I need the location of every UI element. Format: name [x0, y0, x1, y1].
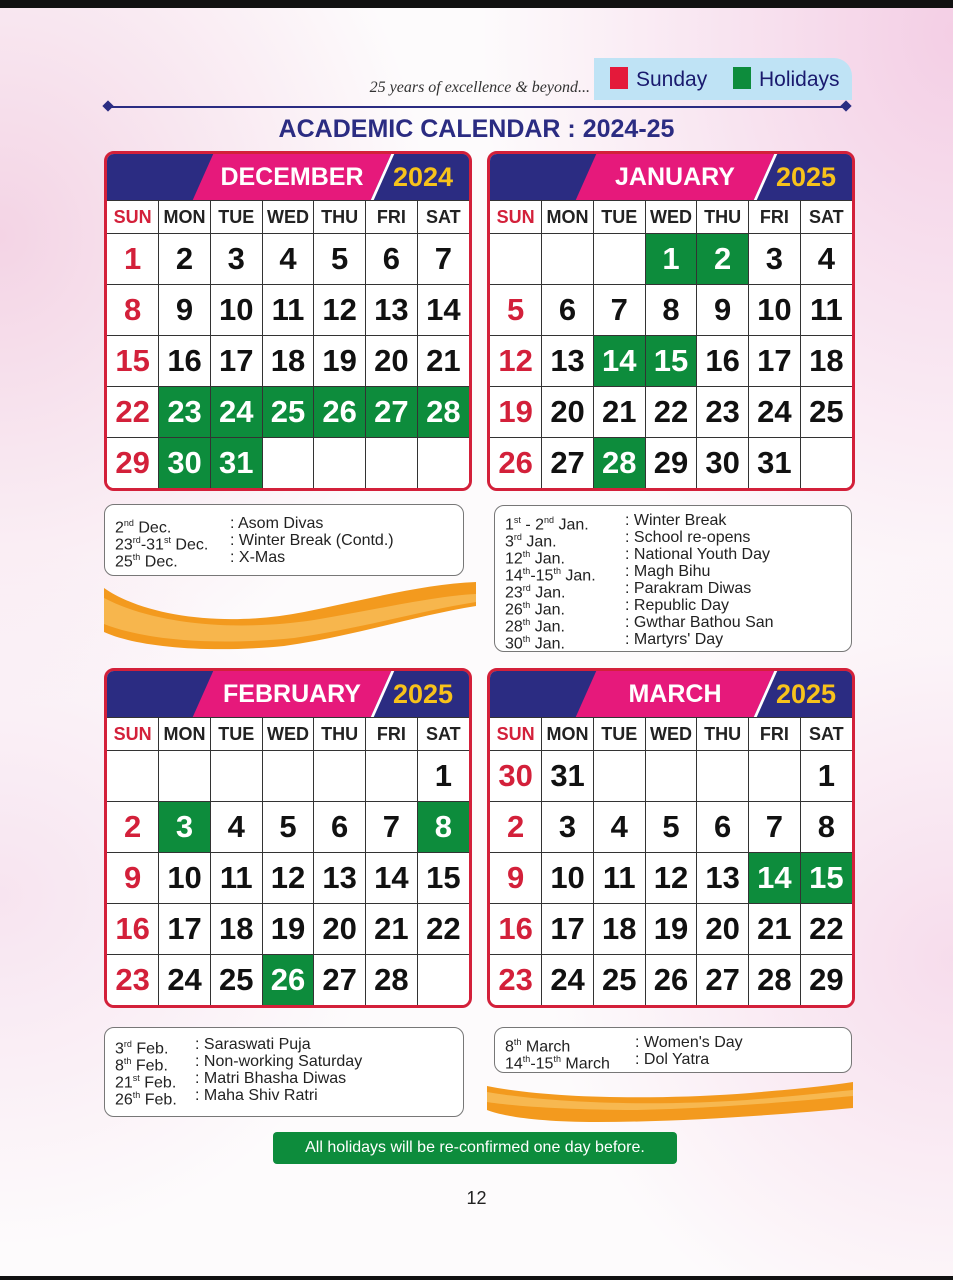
day-cell: 19: [262, 904, 314, 955]
weekday-header: THU: [314, 718, 366, 751]
day-cell: 13: [366, 285, 418, 336]
day-cell: 1: [645, 234, 697, 285]
day-cell: [210, 751, 262, 802]
day-cell: 28: [417, 387, 469, 438]
day-cell: 4: [262, 234, 314, 285]
day-cell: 17: [159, 904, 211, 955]
weekday-header: SUN: [490, 201, 542, 234]
month-name: JANUARY: [615, 163, 735, 191]
month-header: [490, 671, 852, 717]
holiday-date: 21st Feb.: [115, 1073, 177, 1092]
day-cell: 8: [800, 802, 852, 853]
day-cell: 3: [210, 234, 262, 285]
holiday-event: : Republic Day: [625, 597, 730, 614]
january-holiday-notes: [494, 505, 852, 652]
tagline: 25 years of excellence & beyond...: [369, 79, 590, 96]
month-name: FEBRUARY: [223, 680, 361, 708]
day-cell: 10: [159, 853, 211, 904]
holiday-event: : Maha Shiv Ratri: [195, 1087, 318, 1104]
day-cell: 7: [593, 285, 645, 336]
day-cell: 27: [366, 387, 418, 438]
holiday-event: : Gwthar Bathou San: [625, 614, 774, 631]
weekday-header: WED: [645, 201, 697, 234]
month-year: 2025: [775, 679, 837, 709]
day-cell: 16: [697, 336, 749, 387]
holiday-date: 2nd Dec.: [115, 518, 172, 537]
day-cell: 28: [749, 955, 801, 1006]
holiday-event: : X-Mas: [230, 549, 286, 566]
month-header: [107, 154, 469, 200]
day-cell: 11: [262, 285, 314, 336]
day-cell: 21: [417, 336, 469, 387]
day-cell: 20: [366, 336, 418, 387]
day-cell: 17: [542, 904, 594, 955]
day-cell: 31: [749, 438, 801, 489]
day-cell: [542, 234, 594, 285]
day-cell: 11: [593, 853, 645, 904]
days-grid: [490, 717, 852, 1005]
day-cell: [490, 234, 542, 285]
day-cell: 13: [314, 853, 366, 904]
day-cell: 3: [749, 234, 801, 285]
day-cell: 19: [645, 904, 697, 955]
day-cell: 27: [697, 955, 749, 1006]
day-cell: 24: [749, 387, 801, 438]
day-cell: 4: [593, 802, 645, 853]
weekday-header: FRI: [366, 718, 418, 751]
days-grid: [107, 717, 469, 1005]
calendar-december: [104, 151, 472, 491]
day-cell: 13: [542, 336, 594, 387]
day-cell: 14: [593, 336, 645, 387]
day-cell: 5: [314, 234, 366, 285]
month-header: [490, 154, 852, 200]
holiday-event: : Non-working Saturday: [195, 1053, 363, 1070]
december-holiday-notes: [104, 504, 464, 576]
day-cell: 12: [645, 853, 697, 904]
holiday-event: : Saraswati Puja: [195, 1036, 311, 1053]
page-title: ACADEMIC CALENDAR : 2024-25: [278, 115, 675, 143]
day-cell: 27: [542, 438, 594, 489]
holiday-swatch: [733, 67, 751, 89]
holiday-date: 3rd Jan.: [505, 532, 557, 551]
holiday-event: : Dol Yatra: [635, 1051, 710, 1068]
day-cell: 23: [159, 387, 211, 438]
day-cell: 6: [314, 802, 366, 853]
day-cell: 18: [210, 904, 262, 955]
day-cell: 22: [645, 387, 697, 438]
weekday-header: SAT: [417, 718, 469, 751]
sunday-swatch: [610, 67, 628, 89]
days-grid: [107, 200, 469, 488]
day-cell: 20: [697, 904, 749, 955]
bottom-frame-bar: [0, 1276, 953, 1280]
day-cell: 14: [366, 853, 418, 904]
day-cell: 18: [593, 904, 645, 955]
month-name: DECEMBER: [220, 163, 364, 191]
day-cell: 6: [366, 234, 418, 285]
day-cell: 29: [800, 955, 852, 1006]
holiday-date: 3rd Feb.: [115, 1039, 169, 1058]
day-cell: 18: [800, 336, 852, 387]
day-cell: 31: [210, 438, 262, 489]
day-cell: 31: [542, 751, 594, 802]
day-cell: 25: [593, 955, 645, 1006]
holiday-date: 8th March: [505, 1037, 571, 1056]
day-cell: 2: [490, 802, 542, 853]
holiday-date: 12th Jan.: [505, 549, 565, 568]
holiday-legend-label: Holidays: [759, 68, 840, 91]
day-cell: 4: [800, 234, 852, 285]
day-cell: 2: [697, 234, 749, 285]
day-cell: [417, 438, 469, 489]
month-header: [107, 671, 469, 717]
day-cell: 9: [159, 285, 211, 336]
day-cell: [314, 438, 366, 489]
day-cell: 26: [645, 955, 697, 1006]
day-cell: 2: [159, 234, 211, 285]
day-cell: [417, 955, 469, 1006]
holiday-date: 25th Dec.: [115, 552, 178, 571]
day-cell: 10: [210, 285, 262, 336]
holiday-event: : National Youth Day: [625, 546, 770, 563]
weekday-header: SAT: [417, 201, 469, 234]
weekday-header: MON: [542, 718, 594, 751]
day-cell: 26: [490, 438, 542, 489]
day-cell: 7: [749, 802, 801, 853]
march-holiday-notes: [494, 1027, 852, 1073]
holiday-date: 23rd Jan.: [505, 583, 566, 602]
day-cell: 22: [107, 387, 159, 438]
day-cell: 8: [107, 285, 159, 336]
day-cell: 15: [107, 336, 159, 387]
day-cell: 5: [645, 802, 697, 853]
holiday-event: : Women's Day: [635, 1034, 743, 1051]
day-cell: 1: [107, 234, 159, 285]
weekday-header: MON: [159, 718, 211, 751]
day-cell: [593, 751, 645, 802]
day-cell: 12: [262, 853, 314, 904]
day-cell: 1: [800, 751, 852, 802]
holiday-event: : School re-opens: [625, 529, 751, 546]
day-cell: 21: [366, 904, 418, 955]
day-cell: [262, 751, 314, 802]
day-cell: 23: [697, 387, 749, 438]
holiday-event: : Parakram Diwas: [625, 580, 752, 597]
weekday-header: FRI: [366, 201, 418, 234]
holiday-date: 1st - 2nd Jan.: [505, 515, 589, 534]
weekday-header: TUE: [593, 718, 645, 751]
weekday-header: SUN: [490, 718, 542, 751]
day-cell: 28: [366, 955, 418, 1006]
month-year: 2024: [392, 162, 454, 192]
page-number: 12: [466, 1188, 487, 1208]
day-cell: 27: [314, 955, 366, 1006]
calendar-march: [487, 668, 855, 1008]
day-cell: 24: [210, 387, 262, 438]
holiday-date: 14th-15th Jan.: [505, 566, 596, 585]
day-cell: 11: [210, 853, 262, 904]
day-cell: 9: [697, 285, 749, 336]
day-cell: 26: [262, 955, 314, 1006]
holiday-date: 23rd-31st Dec.: [115, 535, 209, 554]
day-cell: 7: [417, 234, 469, 285]
day-cell: 9: [490, 853, 542, 904]
day-cell: 24: [159, 955, 211, 1006]
holiday-date: 26th Feb.: [115, 1090, 177, 1109]
day-cell: 7: [366, 802, 418, 853]
day-cell: [314, 751, 366, 802]
weekday-header: SAT: [800, 201, 852, 234]
day-cell: 14: [749, 853, 801, 904]
holiday-event: : Winter Break: [625, 512, 727, 529]
weekday-header: WED: [262, 201, 314, 234]
day-cell: 25: [800, 387, 852, 438]
day-cell: 13: [697, 853, 749, 904]
day-cell: 24: [542, 955, 594, 1006]
day-cell: [749, 751, 801, 802]
weekday-header: TUE: [210, 201, 262, 234]
weekday-header: MON: [542, 201, 594, 234]
weekday-header: THU: [697, 718, 749, 751]
day-cell: 15: [800, 853, 852, 904]
orange-swoosh-decoration: [487, 1078, 853, 1124]
day-cell: [159, 751, 211, 802]
day-cell: 10: [542, 853, 594, 904]
day-cell: 20: [314, 904, 366, 955]
day-cell: 23: [490, 955, 542, 1006]
weekday-header: MON: [159, 201, 211, 234]
day-cell: 21: [749, 904, 801, 955]
day-cell: 8: [417, 802, 469, 853]
day-cell: 17: [749, 336, 801, 387]
weekday-header: SAT: [800, 718, 852, 751]
holiday-event: : Asom Divas: [230, 515, 324, 532]
day-cell: 30: [159, 438, 211, 489]
weekday-header: TUE: [210, 718, 262, 751]
day-cell: 16: [107, 904, 159, 955]
day-cell: 9: [107, 853, 159, 904]
holiday-date: 14th-15th March: [505, 1054, 610, 1073]
weekday-header: TUE: [593, 201, 645, 234]
day-cell: 19: [314, 336, 366, 387]
day-cell: 6: [542, 285, 594, 336]
sunday-legend-label: Sunday: [636, 68, 708, 91]
day-cell: [800, 438, 852, 489]
day-cell: 29: [107, 438, 159, 489]
holiday-event: : Magh Bihu: [625, 563, 711, 580]
orange-swoosh-decoration: [104, 576, 476, 652]
day-cell: 25: [210, 955, 262, 1006]
month-year: 2025: [775, 162, 837, 192]
day-cell: 20: [542, 387, 594, 438]
day-cell: 19: [490, 387, 542, 438]
day-cell: 26: [314, 387, 366, 438]
day-cell: 14: [417, 285, 469, 336]
day-cell: 3: [159, 802, 211, 853]
february-holiday-notes: [104, 1027, 464, 1117]
day-cell: 15: [645, 336, 697, 387]
day-cell: 18: [262, 336, 314, 387]
month-year: 2025: [392, 679, 454, 709]
holiday-event: : Winter Break (Contd.): [230, 532, 394, 549]
day-cell: 23: [107, 955, 159, 1006]
day-cell: 16: [159, 336, 211, 387]
weekday-header: SUN: [107, 201, 159, 234]
day-cell: 22: [800, 904, 852, 955]
day-cell: 17: [210, 336, 262, 387]
day-cell: [107, 751, 159, 802]
day-cell: [366, 438, 418, 489]
calendar-february: [104, 668, 472, 1008]
day-cell: 29: [645, 438, 697, 489]
day-cell: 10: [749, 285, 801, 336]
holiday-date: 30th Jan.: [505, 634, 565, 653]
footer-note: All holidays will be re-confirmed one day before.: [273, 1132, 677, 1164]
day-cell: 2: [107, 802, 159, 853]
weekday-header: THU: [314, 201, 366, 234]
day-cell: 28: [593, 438, 645, 489]
day-cell: 12: [490, 336, 542, 387]
holiday-date: 26th Jan.: [505, 600, 565, 619]
header-divider: [108, 106, 846, 108]
calendar-january: [487, 151, 855, 491]
month-name: MARCH: [628, 680, 722, 708]
top-frame-bar: [0, 0, 953, 8]
holiday-event: : Matri Bhasha Diwas: [195, 1070, 347, 1087]
weekday-header: FRI: [749, 201, 801, 234]
day-cell: 25: [262, 387, 314, 438]
day-cell: 11: [800, 285, 852, 336]
holiday-date: 8th Feb.: [115, 1056, 168, 1075]
day-cell: 30: [697, 438, 749, 489]
holiday-date: 28th Jan.: [505, 617, 565, 636]
day-cell: [593, 234, 645, 285]
day-cell: 5: [490, 285, 542, 336]
day-cell: 21: [593, 387, 645, 438]
day-cell: 15: [417, 853, 469, 904]
day-cell: 6: [697, 802, 749, 853]
weekday-header: FRI: [749, 718, 801, 751]
weekday-header: THU: [697, 201, 749, 234]
weekday-header: WED: [645, 718, 697, 751]
day-cell: 1: [417, 751, 469, 802]
day-cell: [366, 751, 418, 802]
days-grid: [490, 200, 852, 488]
legend: [594, 58, 852, 100]
day-cell: 22: [417, 904, 469, 955]
day-cell: 5: [262, 802, 314, 853]
day-cell: [262, 438, 314, 489]
holiday-event: : Martyrs' Day: [625, 631, 724, 648]
day-cell: [645, 751, 697, 802]
weekday-header: SUN: [107, 718, 159, 751]
day-cell: 12: [314, 285, 366, 336]
weekday-header: WED: [262, 718, 314, 751]
day-cell: [697, 751, 749, 802]
day-cell: 8: [645, 285, 697, 336]
day-cell: 16: [490, 904, 542, 955]
day-cell: 4: [210, 802, 262, 853]
day-cell: 30: [490, 751, 542, 802]
day-cell: 3: [542, 802, 594, 853]
